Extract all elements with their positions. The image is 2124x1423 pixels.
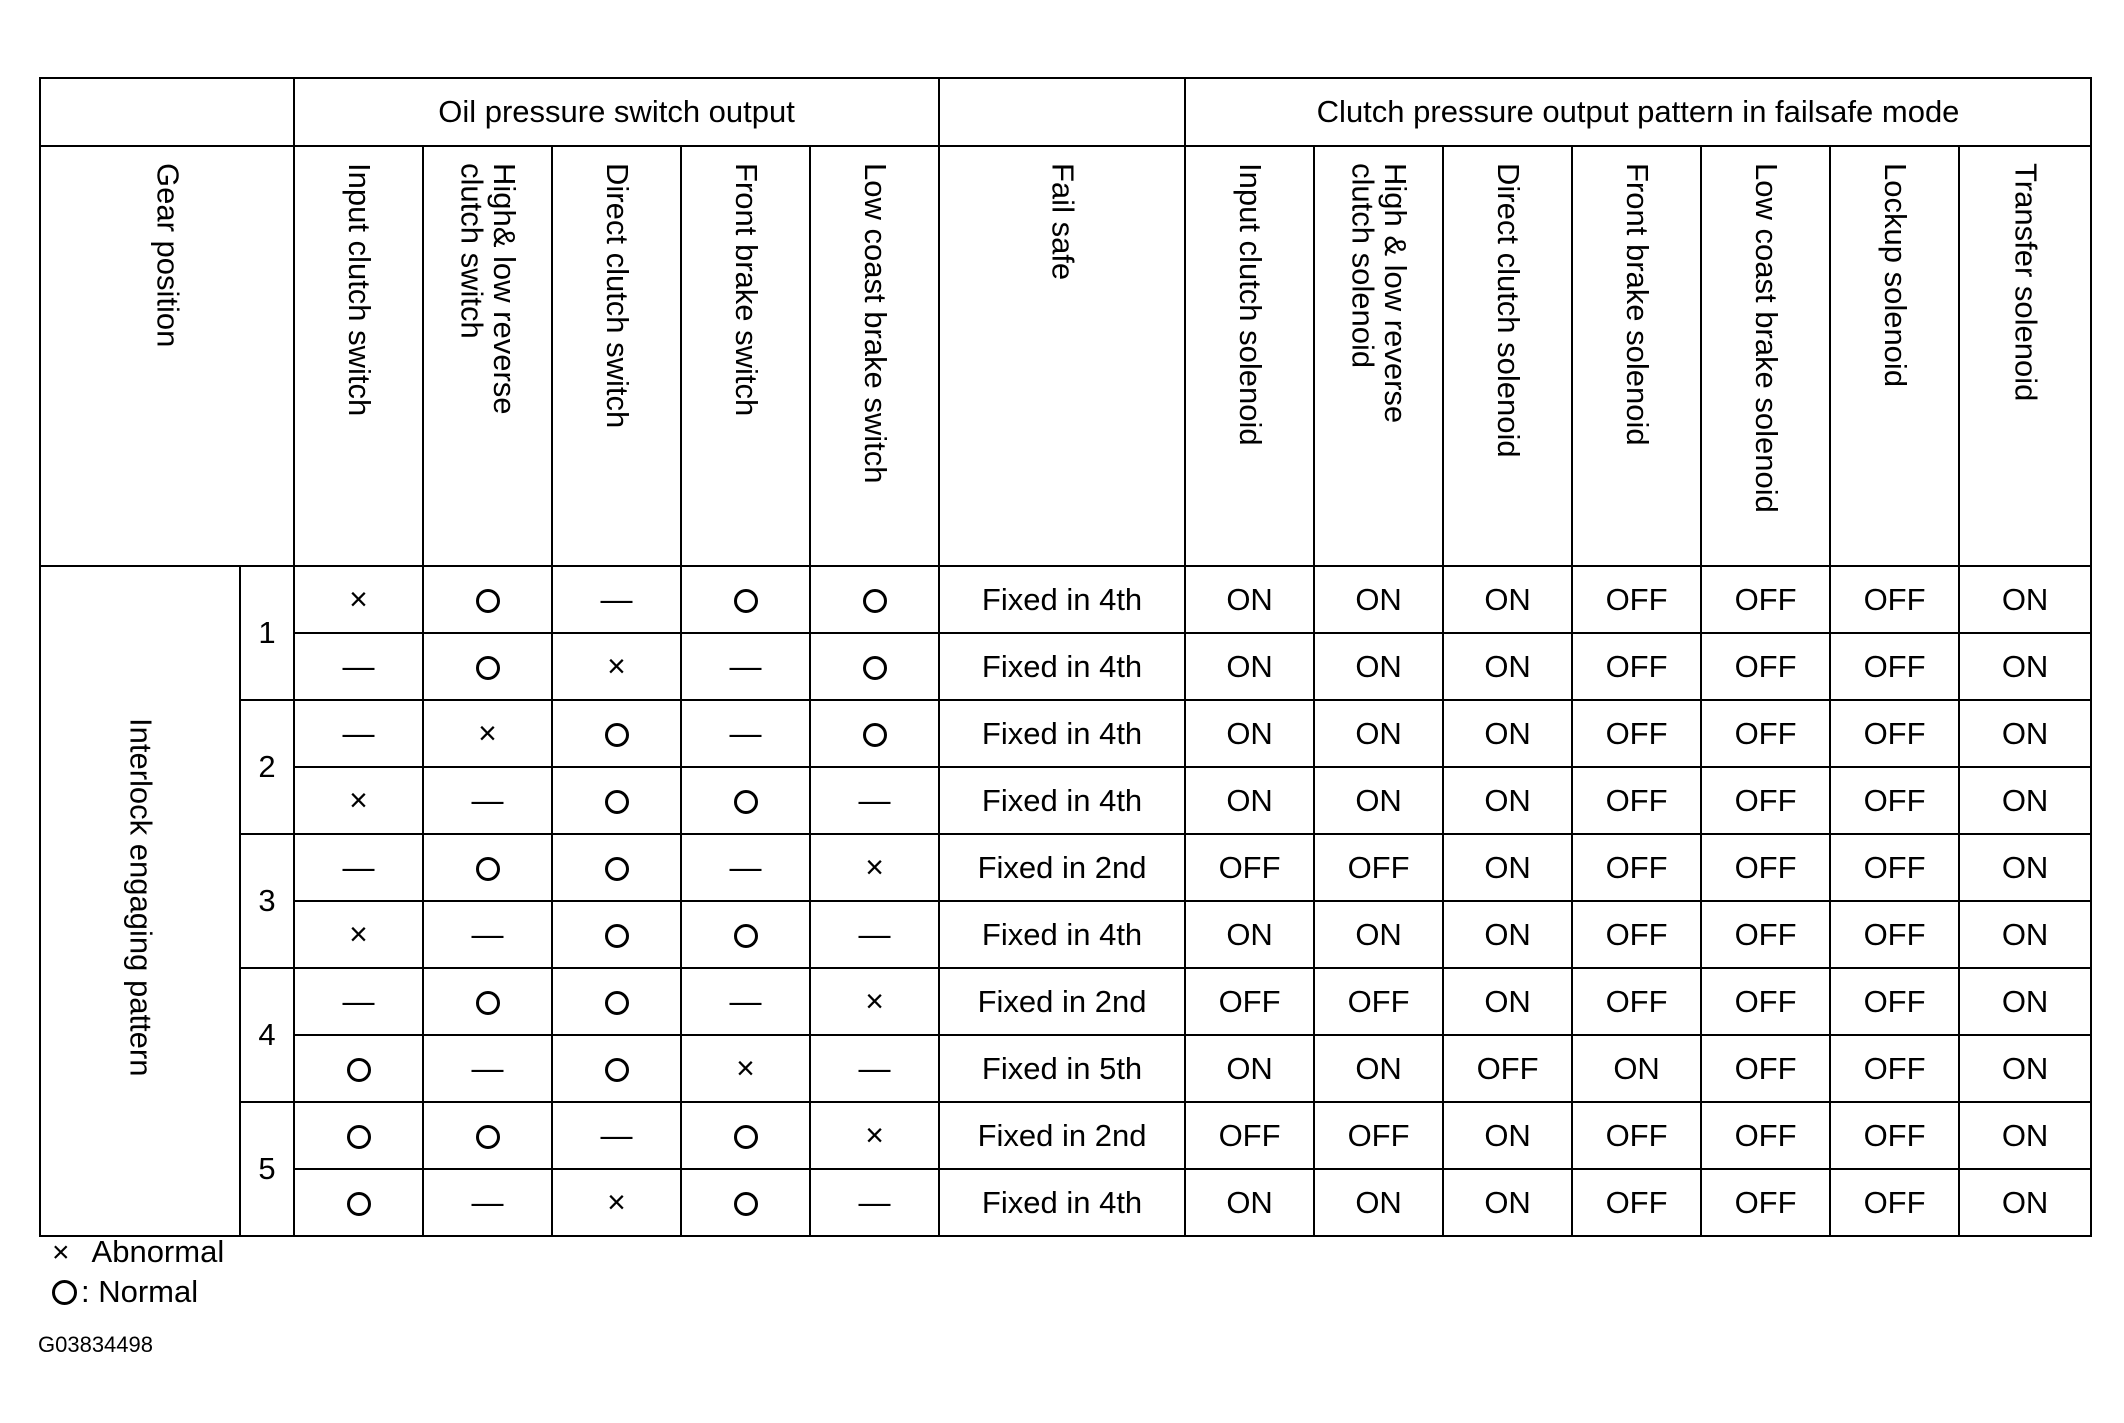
solenoid-output-cell: OFF bbox=[1572, 566, 1701, 633]
solenoid-output-cell: ON bbox=[1959, 1035, 2091, 1102]
switch-status-cell bbox=[294, 968, 423, 1035]
circle-icon bbox=[863, 656, 887, 680]
solenoid-output-cell: ON bbox=[1443, 1102, 1572, 1169]
solenoid-output-cell: ON bbox=[1185, 901, 1314, 968]
solenoid-output-cell: OFF bbox=[1572, 700, 1701, 767]
gear-position-header-text: Gear position bbox=[150, 163, 186, 348]
table-row bbox=[40, 1102, 2091, 1169]
circle-icon bbox=[734, 790, 758, 814]
solenoid-output-cell: ON bbox=[1959, 566, 2091, 633]
cross-icon: × bbox=[478, 714, 497, 751]
failsafe-table bbox=[39, 77, 2092, 1237]
circle-icon bbox=[734, 924, 758, 948]
dash-icon: — bbox=[471, 915, 504, 952]
solenoid-header-front-brake bbox=[1572, 146, 1701, 566]
dash-icon: — bbox=[600, 580, 633, 617]
dash-icon: — bbox=[342, 848, 375, 885]
solenoid-output-cell: OFF bbox=[1572, 767, 1701, 834]
switch-status-cell bbox=[423, 633, 552, 700]
clutch-pressure-group-header: Clutch pressure output pattern in failsafe mode bbox=[1185, 78, 2091, 146]
switch-status-cell bbox=[423, 1035, 552, 1102]
solenoid-output-cell: ON bbox=[1314, 700, 1443, 767]
switch-status-cell bbox=[294, 566, 423, 633]
solenoid-output-cell: ON bbox=[1185, 566, 1314, 633]
solenoid-output-cell: ON bbox=[1443, 901, 1572, 968]
column-header-row bbox=[40, 146, 2091, 566]
fail-safe-cell: Fixed in 2nd bbox=[939, 834, 1185, 901]
circle-icon bbox=[734, 1192, 758, 1216]
switch-status-cell bbox=[810, 968, 939, 1035]
switch-status-cell bbox=[681, 1102, 810, 1169]
switch-status-cell bbox=[294, 700, 423, 767]
solenoid-output-cell: OFF bbox=[1572, 834, 1701, 901]
solenoid-header-text: Transfer solenoid bbox=[2008, 163, 2044, 402]
switch-status-cell bbox=[810, 1035, 939, 1102]
cross-icon: × bbox=[52, 1236, 70, 1269]
switch-status-cell bbox=[681, 767, 810, 834]
dash-icon: — bbox=[858, 781, 891, 818]
solenoid-output-cell: OFF bbox=[1314, 1102, 1443, 1169]
switch-status-cell bbox=[423, 566, 552, 633]
cross-icon: × bbox=[865, 1116, 884, 1153]
solenoid-output-cell: OFF bbox=[1830, 633, 1959, 700]
group-header-row bbox=[40, 78, 2091, 146]
solenoid-header-text: Low coast brake solenoid bbox=[1748, 163, 1784, 513]
circle-icon bbox=[476, 656, 500, 680]
fail-safe-cell: Fixed in 4th bbox=[939, 633, 1185, 700]
switch-status-cell bbox=[423, 901, 552, 968]
dash-icon: — bbox=[858, 1049, 891, 1086]
fail-safe-cell: Fixed in 4th bbox=[939, 700, 1185, 767]
oil-switch-header-high-low-reverse bbox=[423, 146, 552, 566]
interlock-pattern-cell bbox=[40, 566, 240, 1236]
solenoid-output-cell: ON bbox=[1443, 968, 1572, 1035]
solenoid-header-text: Front brake solenoid bbox=[1619, 163, 1655, 446]
circle-icon bbox=[347, 1125, 371, 1149]
gear-number-cell: 2 bbox=[240, 700, 294, 834]
solenoid-output-cell: OFF bbox=[1830, 767, 1959, 834]
circle-icon bbox=[605, 924, 629, 948]
interlock-pattern-label: Interlock engaging pattern bbox=[123, 717, 159, 1077]
circle-icon bbox=[476, 589, 500, 613]
solenoid-output-cell: ON bbox=[1959, 834, 2091, 901]
dash-icon: — bbox=[729, 647, 762, 684]
switch-status-cell bbox=[681, 968, 810, 1035]
switch-status-cell bbox=[681, 566, 810, 633]
switch-status-cell bbox=[294, 633, 423, 700]
table-row bbox=[40, 767, 2091, 834]
solenoid-output-cell: ON bbox=[1314, 767, 1443, 834]
switch-status-cell bbox=[810, 834, 939, 901]
solenoid-output-cell: ON bbox=[1314, 901, 1443, 968]
switch-status-cell bbox=[552, 633, 681, 700]
dash-icon: — bbox=[600, 1116, 633, 1153]
switch-status-cell bbox=[294, 767, 423, 834]
switch-status-cell bbox=[810, 566, 939, 633]
fail-safe-cell: Fixed in 4th bbox=[939, 566, 1185, 633]
switch-status-cell bbox=[294, 834, 423, 901]
solenoid-output-cell: ON bbox=[1959, 1102, 2091, 1169]
solenoid-output-cell: ON bbox=[1185, 767, 1314, 834]
table-row bbox=[40, 834, 2091, 901]
switch-status-cell bbox=[552, 1102, 681, 1169]
fail-safe-cell: Fixed in 4th bbox=[939, 1169, 1185, 1236]
circle-icon bbox=[734, 1125, 758, 1149]
fail-safe-header bbox=[939, 146, 1185, 566]
solenoid-header-input-clutch bbox=[1185, 146, 1314, 566]
solenoid-output-cell: OFF bbox=[1314, 834, 1443, 901]
solenoid-output-cell: ON bbox=[1959, 767, 2091, 834]
oil-switch-header-direct-clutch bbox=[552, 146, 681, 566]
oil-pressure-group-header: Oil pressure switch output bbox=[294, 78, 939, 146]
solenoid-output-cell: ON bbox=[1959, 633, 2091, 700]
solenoid-output-cell: OFF bbox=[1572, 1169, 1701, 1236]
circle-icon bbox=[605, 790, 629, 814]
solenoid-output-cell: ON bbox=[1443, 834, 1572, 901]
cross-icon: × bbox=[349, 580, 368, 617]
circle-icon bbox=[347, 1192, 371, 1216]
switch-status-cell bbox=[552, 566, 681, 633]
solenoid-output-cell: OFF bbox=[1701, 968, 1830, 1035]
solenoid-output-cell: ON bbox=[1185, 633, 1314, 700]
solenoid-output-cell: OFF bbox=[1572, 968, 1701, 1035]
solenoid-output-cell: ON bbox=[1443, 1169, 1572, 1236]
dash-icon: — bbox=[342, 714, 375, 751]
solenoid-output-cell: OFF bbox=[1830, 834, 1959, 901]
circle-icon bbox=[605, 1058, 629, 1082]
circle-icon bbox=[863, 723, 887, 747]
cross-icon: × bbox=[349, 781, 368, 818]
solenoid-output-cell: OFF bbox=[1830, 700, 1959, 767]
fail-safe-cell: Fixed in 2nd bbox=[939, 968, 1185, 1035]
solenoid-header-text: High & low reverse clutch solenoid bbox=[1345, 163, 1414, 424]
switch-status-cell bbox=[681, 1169, 810, 1236]
circle-icon bbox=[734, 589, 758, 613]
solenoid-output-cell: OFF bbox=[1830, 968, 1959, 1035]
solenoid-header-text: Direct clutch solenoid bbox=[1490, 163, 1526, 458]
circle-icon bbox=[476, 857, 500, 881]
solenoid-output-cell: ON bbox=[1443, 566, 1572, 633]
solenoid-output-cell: OFF bbox=[1701, 1102, 1830, 1169]
switch-status-cell bbox=[552, 901, 681, 968]
solenoid-header-text: Input clutch solenoid bbox=[1232, 163, 1268, 446]
solenoid-header-low-coast-brake bbox=[1701, 146, 1830, 566]
cross-icon: × bbox=[607, 647, 626, 684]
figure-id: G03834498 bbox=[38, 1332, 153, 1357]
switch-status-cell bbox=[423, 700, 552, 767]
solenoid-output-cell: ON bbox=[1185, 700, 1314, 767]
oil-switch-header-front-brake bbox=[681, 146, 810, 566]
dash-icon: — bbox=[342, 647, 375, 684]
solenoid-output-cell: OFF bbox=[1701, 834, 1830, 901]
switch-status-cell bbox=[552, 968, 681, 1035]
group-header-blank-left bbox=[40, 78, 294, 146]
dash-icon: — bbox=[729, 848, 762, 885]
solenoid-output-cell: ON bbox=[1959, 968, 2091, 1035]
solenoid-output-cell: ON bbox=[1572, 1035, 1701, 1102]
solenoid-output-cell: ON bbox=[1314, 1169, 1443, 1236]
table-row bbox=[40, 968, 2091, 1035]
solenoid-header-high-low-reverse bbox=[1314, 146, 1443, 566]
legend-normal bbox=[52, 1276, 198, 1307]
table-row bbox=[40, 1169, 2091, 1236]
fail-safe-cell: Fixed in 5th bbox=[939, 1035, 1185, 1102]
dash-icon: — bbox=[471, 1183, 504, 1220]
solenoid-output-cell: OFF bbox=[1701, 633, 1830, 700]
solenoid-output-cell: OFF bbox=[1572, 633, 1701, 700]
switch-status-cell bbox=[810, 901, 939, 968]
switch-status-cell bbox=[552, 1035, 681, 1102]
gear-number-cell: 1 bbox=[240, 566, 294, 700]
table-row bbox=[40, 901, 2091, 968]
circle-icon bbox=[476, 991, 500, 1015]
switch-status-cell bbox=[294, 901, 423, 968]
fail-safe-header-text: Fail safe bbox=[1045, 163, 1081, 281]
oil-switch-header-text: Low coast brake switch bbox=[857, 163, 893, 484]
solenoid-output-cell: ON bbox=[1185, 1169, 1314, 1236]
fail-safe-cell: Fixed in 2nd bbox=[939, 1102, 1185, 1169]
solenoid-output-cell: OFF bbox=[1185, 834, 1314, 901]
gear-number-cell: 3 bbox=[240, 834, 294, 968]
switch-status-cell bbox=[294, 1169, 423, 1236]
dash-icon: — bbox=[471, 1049, 504, 1086]
switch-status-cell bbox=[552, 1169, 681, 1236]
oil-switch-header-text: Input clutch switch bbox=[341, 163, 377, 417]
legend-abnormal-label: Abnormal bbox=[91, 1234, 225, 1269]
switch-status-cell bbox=[423, 834, 552, 901]
solenoid-output-cell: ON bbox=[1185, 1035, 1314, 1102]
switch-status-cell bbox=[681, 700, 810, 767]
fail-safe-cell: Fixed in 4th bbox=[939, 901, 1185, 968]
dash-icon: — bbox=[342, 982, 375, 1019]
oil-switch-header-text: Direct clutch switch bbox=[599, 163, 635, 429]
switch-status-cell bbox=[681, 1035, 810, 1102]
solenoid-output-cell: OFF bbox=[1830, 566, 1959, 633]
solenoid-output-cell: ON bbox=[1443, 767, 1572, 834]
solenoid-output-cell: OFF bbox=[1185, 968, 1314, 1035]
switch-status-cell bbox=[294, 1102, 423, 1169]
solenoid-output-cell: ON bbox=[1314, 1035, 1443, 1102]
solenoid-header-lockup bbox=[1830, 146, 1959, 566]
solenoid-output-cell: OFF bbox=[1701, 1035, 1830, 1102]
oil-switch-header-text: High& low reverse clutch switch bbox=[454, 163, 523, 415]
dash-icon: — bbox=[858, 1183, 891, 1220]
solenoid-output-cell: OFF bbox=[1701, 700, 1830, 767]
solenoid-output-cell: OFF bbox=[1701, 1169, 1830, 1236]
circle-icon bbox=[605, 723, 629, 747]
solenoid-header-transfer bbox=[1959, 146, 2091, 566]
oil-switch-header-text: Front brake switch bbox=[728, 163, 764, 417]
solenoid-header-text: Lockup solenoid bbox=[1877, 163, 1913, 388]
switch-status-cell bbox=[552, 767, 681, 834]
cross-icon: × bbox=[736, 1049, 755, 1086]
dash-icon: — bbox=[858, 915, 891, 952]
dash-icon: — bbox=[729, 982, 762, 1019]
switch-status-cell bbox=[294, 1035, 423, 1102]
switch-status-cell bbox=[552, 834, 681, 901]
group-header-blank-failsafe bbox=[939, 78, 1185, 146]
solenoid-output-cell: OFF bbox=[1701, 767, 1830, 834]
switch-status-cell bbox=[681, 633, 810, 700]
switch-status-cell bbox=[423, 968, 552, 1035]
cross-icon: × bbox=[607, 1183, 626, 1220]
switch-status-cell bbox=[810, 1102, 939, 1169]
cross-icon: × bbox=[865, 982, 884, 1019]
table-row bbox=[40, 566, 2091, 633]
circle-icon bbox=[52, 1280, 77, 1305]
circle-icon bbox=[347, 1058, 371, 1082]
switch-status-cell bbox=[810, 1169, 939, 1236]
gear-number-cell: 4 bbox=[240, 968, 294, 1102]
solenoid-output-cell: OFF bbox=[1443, 1035, 1572, 1102]
cross-icon: × bbox=[865, 848, 884, 885]
solenoid-output-cell: OFF bbox=[1185, 1102, 1314, 1169]
oil-switch-header-input-clutch bbox=[294, 146, 423, 566]
solenoid-output-cell: OFF bbox=[1830, 1169, 1959, 1236]
switch-status-cell bbox=[810, 633, 939, 700]
table-row bbox=[40, 633, 2091, 700]
circle-icon bbox=[605, 991, 629, 1015]
switch-status-cell bbox=[810, 767, 939, 834]
solenoid-header-direct-clutch bbox=[1443, 146, 1572, 566]
solenoid-output-cell: OFF bbox=[1572, 901, 1701, 968]
solenoid-output-cell: ON bbox=[1314, 566, 1443, 633]
table-row bbox=[40, 700, 2091, 767]
cross-icon: × bbox=[349, 915, 368, 952]
switch-status-cell bbox=[423, 1169, 552, 1236]
legend-abnormal bbox=[52, 1236, 224, 1268]
legend-normal-label: : Normal bbox=[81, 1274, 199, 1309]
switch-status-cell bbox=[552, 700, 681, 767]
solenoid-output-cell: ON bbox=[1959, 1169, 2091, 1236]
solenoid-output-cell: OFF bbox=[1701, 566, 1830, 633]
solenoid-output-cell: OFF bbox=[1314, 968, 1443, 1035]
circle-icon bbox=[476, 1125, 500, 1149]
solenoid-output-cell: ON bbox=[1443, 633, 1572, 700]
switch-status-cell bbox=[681, 834, 810, 901]
solenoid-output-cell: OFF bbox=[1701, 901, 1830, 968]
switch-status-cell bbox=[423, 1102, 552, 1169]
dash-icon: — bbox=[471, 781, 504, 818]
solenoid-output-cell: OFF bbox=[1572, 1102, 1701, 1169]
circle-icon bbox=[605, 857, 629, 881]
solenoid-output-cell: ON bbox=[1443, 700, 1572, 767]
fail-safe-cell: Fixed in 4th bbox=[939, 767, 1185, 834]
switch-status-cell bbox=[810, 700, 939, 767]
solenoid-output-cell: ON bbox=[1959, 700, 2091, 767]
switch-status-cell bbox=[423, 767, 552, 834]
oil-switch-header-low-coast-brake bbox=[810, 146, 939, 566]
solenoid-output-cell: OFF bbox=[1830, 1102, 1959, 1169]
solenoid-output-cell: ON bbox=[1314, 633, 1443, 700]
dash-icon: — bbox=[729, 714, 762, 751]
table-row bbox=[40, 1035, 2091, 1102]
gear-number-cell: 5 bbox=[240, 1102, 294, 1236]
solenoid-output-cell: OFF bbox=[1830, 1035, 1959, 1102]
gear-position-header bbox=[40, 146, 294, 566]
circle-icon bbox=[863, 589, 887, 613]
switch-status-cell bbox=[681, 901, 810, 968]
solenoid-output-cell: ON bbox=[1959, 901, 2091, 968]
solenoid-output-cell: OFF bbox=[1830, 901, 1959, 968]
